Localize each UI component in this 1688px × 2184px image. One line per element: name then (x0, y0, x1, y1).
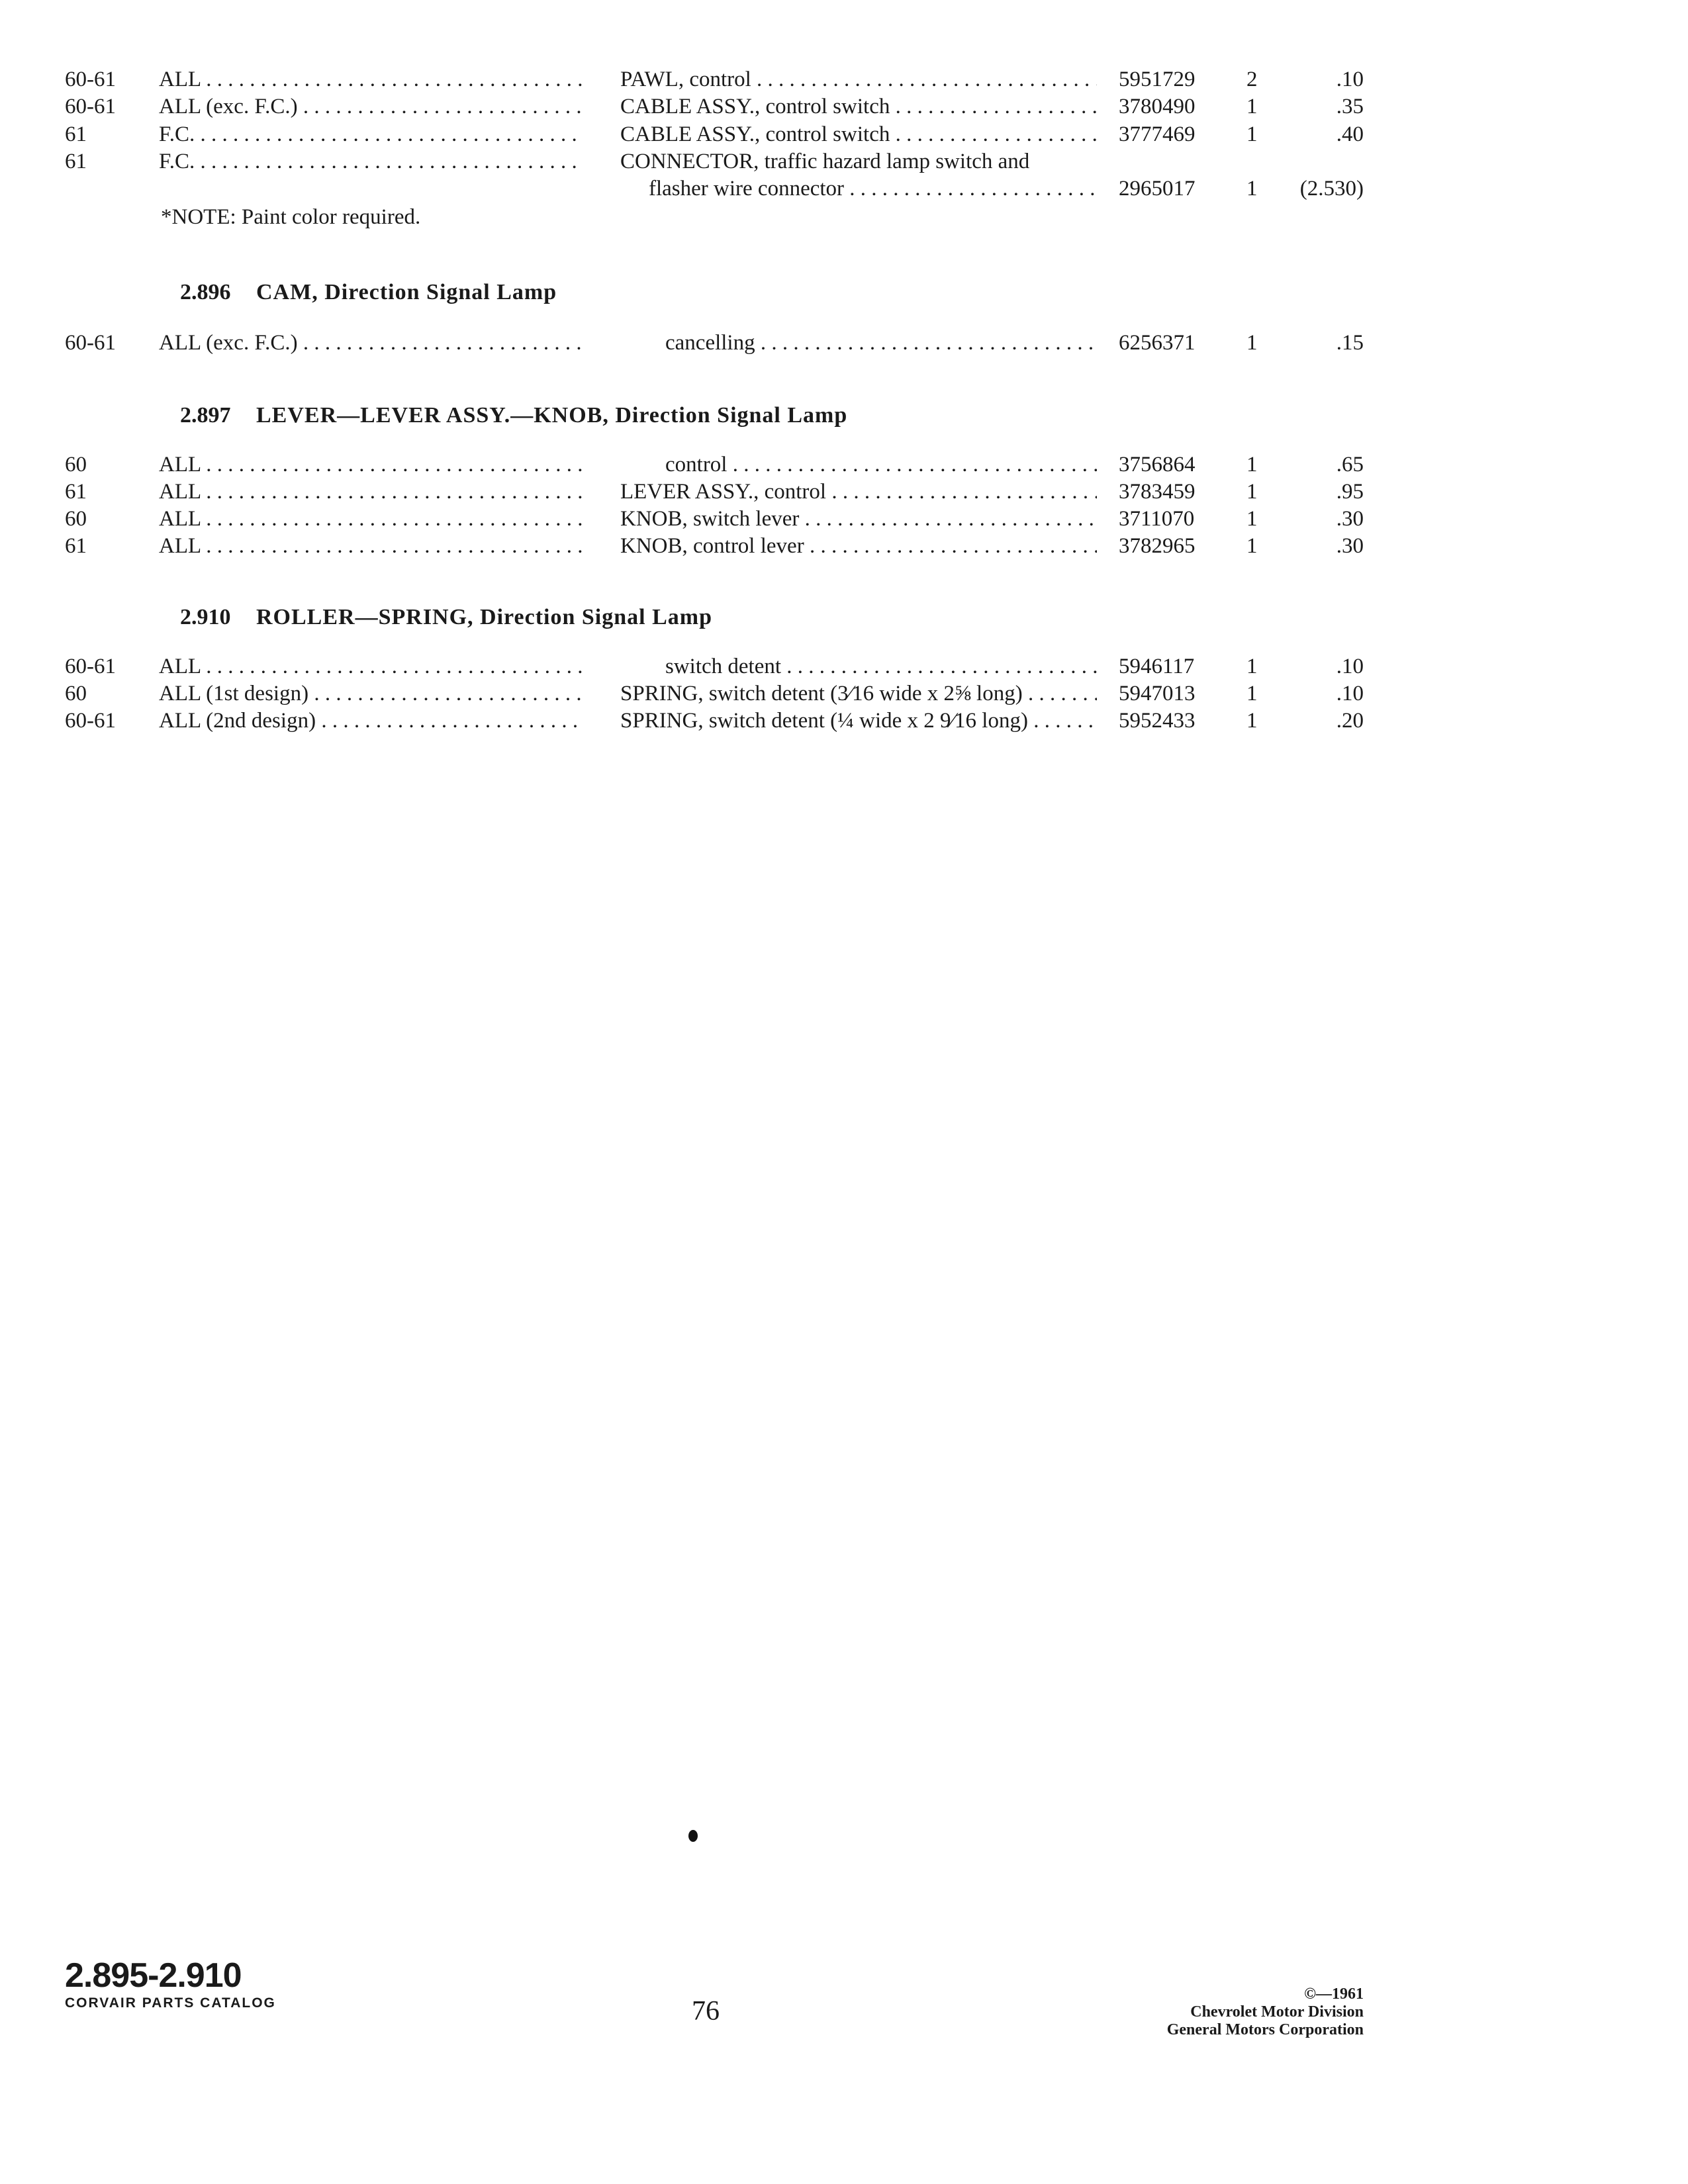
price-cell: .95 (1336, 480, 1364, 504)
price-cell: .20 (1336, 709, 1364, 733)
price-cell: .40 (1336, 122, 1364, 146)
table-row (0, 477, 1688, 506)
quantity-cell: 1 (1246, 331, 1258, 355)
year-cell: 60-61 (65, 95, 116, 118)
catalog-title: CORVAIR PARTS CATALOG (65, 1995, 276, 2011)
quantity-cell: 1 (1246, 682, 1258, 705)
table-row (0, 450, 1688, 479)
table-row (0, 328, 1688, 357)
description-cell: KNOB, control lever . . . (620, 531, 1097, 561)
price-cell: .35 (1336, 95, 1364, 118)
model-cell: F.C. . . . (159, 147, 583, 176)
part-number-cell: 5946117 (1119, 655, 1195, 678)
year-cell: 60-61 (65, 331, 116, 355)
description-cell: LEVER ASSY., control . . . (620, 477, 1097, 506)
part-number-cell: 2965017 (1119, 177, 1196, 201)
price-cell: .10 (1336, 68, 1364, 91)
year-cell: 60 (65, 507, 87, 531)
paint-note: *NOTE: Paint color required. (161, 205, 421, 229)
year-cell: 60-61 (65, 655, 116, 678)
table-row (0, 174, 1688, 203)
year-cell: 60-61 (65, 68, 116, 91)
division-name: Chevrolet Motor Division (1190, 2003, 1364, 2021)
price-cell: .30 (1336, 534, 1364, 558)
model-cell: ALL (exc. F.C.) . . . (159, 328, 583, 357)
description-cell: switch detent . . . (665, 652, 1097, 681)
table-row (0, 65, 1688, 94)
section-title: LEVER—LEVER ASSY.—KNOB, Direction Signal Lamp (256, 403, 848, 428)
year-cell: 61 (65, 122, 87, 146)
year-cell: 61 (65, 150, 87, 173)
part-number-cell: 3756864 (1119, 453, 1196, 477)
section-title: CAM, Direction Signal Lamp (256, 280, 557, 304)
description-cell: control . . . (665, 450, 1097, 479)
table-row (0, 531, 1688, 561)
model-cell: ALL . . . (159, 477, 583, 506)
quantity-cell: 1 (1246, 507, 1258, 531)
section-number: 2.897 (180, 403, 231, 428)
model-cell: ALL . . . (159, 65, 583, 94)
quantity-cell: 1 (1246, 709, 1258, 733)
table-row (0, 147, 1688, 176)
copyright: ©—1961 (1304, 1985, 1364, 2003)
model-cell: ALL (2nd design) . . . (159, 706, 583, 735)
quantity-cell: 1 (1246, 95, 1258, 118)
part-number-cell: 6256371 (1119, 331, 1196, 355)
price-cell: .10 (1336, 655, 1364, 678)
section-number: 2.896 (180, 280, 231, 304)
model-cell: ALL . . . (159, 504, 583, 533)
part-number-cell: 5951729 (1119, 68, 1196, 91)
table-row (0, 120, 1688, 149)
section-title: ROLLER—SPRING, Direction Signal Lamp (256, 605, 713, 629)
quantity-cell: 1 (1246, 177, 1258, 201)
description-cell: SPRING, switch detent (¼ wide x 2 9⁄16 long) . . . (620, 706, 1097, 735)
quantity-cell: 1 (1246, 480, 1258, 504)
part-number-cell: 3777469 (1119, 122, 1196, 146)
part-number-cell: 5952433 (1119, 709, 1196, 733)
price-cell: .30 (1336, 507, 1364, 531)
year-cell: 60 (65, 453, 87, 477)
quantity-cell: 1 (1246, 534, 1258, 558)
section-heading (180, 403, 847, 428)
quantity-cell: 1 (1246, 122, 1258, 146)
description-cell: cancelling . . . (665, 328, 1097, 357)
year-cell: 60-61 (65, 709, 116, 733)
section-number: 2.910 (180, 605, 231, 629)
description-cell: flasher wire connector . . . (649, 174, 1097, 203)
model-cell: ALL (exc. F.C.) . . . (159, 92, 583, 121)
description-cell: CONNECTOR, traffic hazard lamp switch and (620, 150, 1030, 173)
description-cell: CABLE ASSY., control switch . . . (620, 92, 1097, 121)
model-cell: ALL . . . (159, 531, 583, 561)
price-cell: (2.530) (1299, 177, 1364, 201)
quantity-cell: 2 (1246, 68, 1258, 91)
quantity-cell: 1 (1246, 453, 1258, 477)
section-range: 2.895-2.910 (65, 1956, 242, 1995)
year-cell: 60 (65, 682, 87, 705)
table-row (0, 504, 1688, 533)
description-cell: KNOB, switch lever . . . (620, 504, 1097, 533)
table-row (0, 706, 1688, 735)
model-cell: ALL . . . (159, 450, 583, 479)
price-cell: .10 (1336, 682, 1364, 705)
part-number-cell: 3783459 (1119, 480, 1196, 504)
description-cell: CABLE ASSY., control switch . . . (620, 120, 1097, 149)
part-number-cell: 3711070 (1119, 507, 1195, 531)
year-cell: 61 (65, 534, 87, 558)
section-heading (180, 280, 557, 305)
part-number-cell: 3780490 (1119, 95, 1196, 118)
ink-speck (688, 1830, 698, 1842)
description-cell: PAWL, control . . . (620, 65, 1097, 94)
year-cell: 61 (65, 480, 87, 504)
table-row (0, 92, 1688, 121)
corporation-name: General Motors Corporation (1166, 2021, 1364, 2038)
table-row (0, 679, 1688, 708)
price-cell: .65 (1336, 453, 1364, 477)
model-cell: F.C. . . . (159, 120, 583, 149)
quantity-cell: 1 (1246, 655, 1258, 678)
price-cell: .15 (1336, 331, 1364, 355)
part-number-cell: 5947013 (1119, 682, 1196, 705)
model-cell: ALL . . . (159, 652, 583, 681)
description-cell: SPRING, switch detent (3⁄16 wide x 2⅝ long) . . . (620, 679, 1097, 708)
page-number: 76 (692, 1996, 720, 2026)
model-cell: ALL (1st design) . . . (159, 679, 583, 708)
table-row (0, 652, 1688, 681)
part-number-cell: 3782965 (1119, 534, 1196, 558)
section-heading (180, 605, 712, 630)
